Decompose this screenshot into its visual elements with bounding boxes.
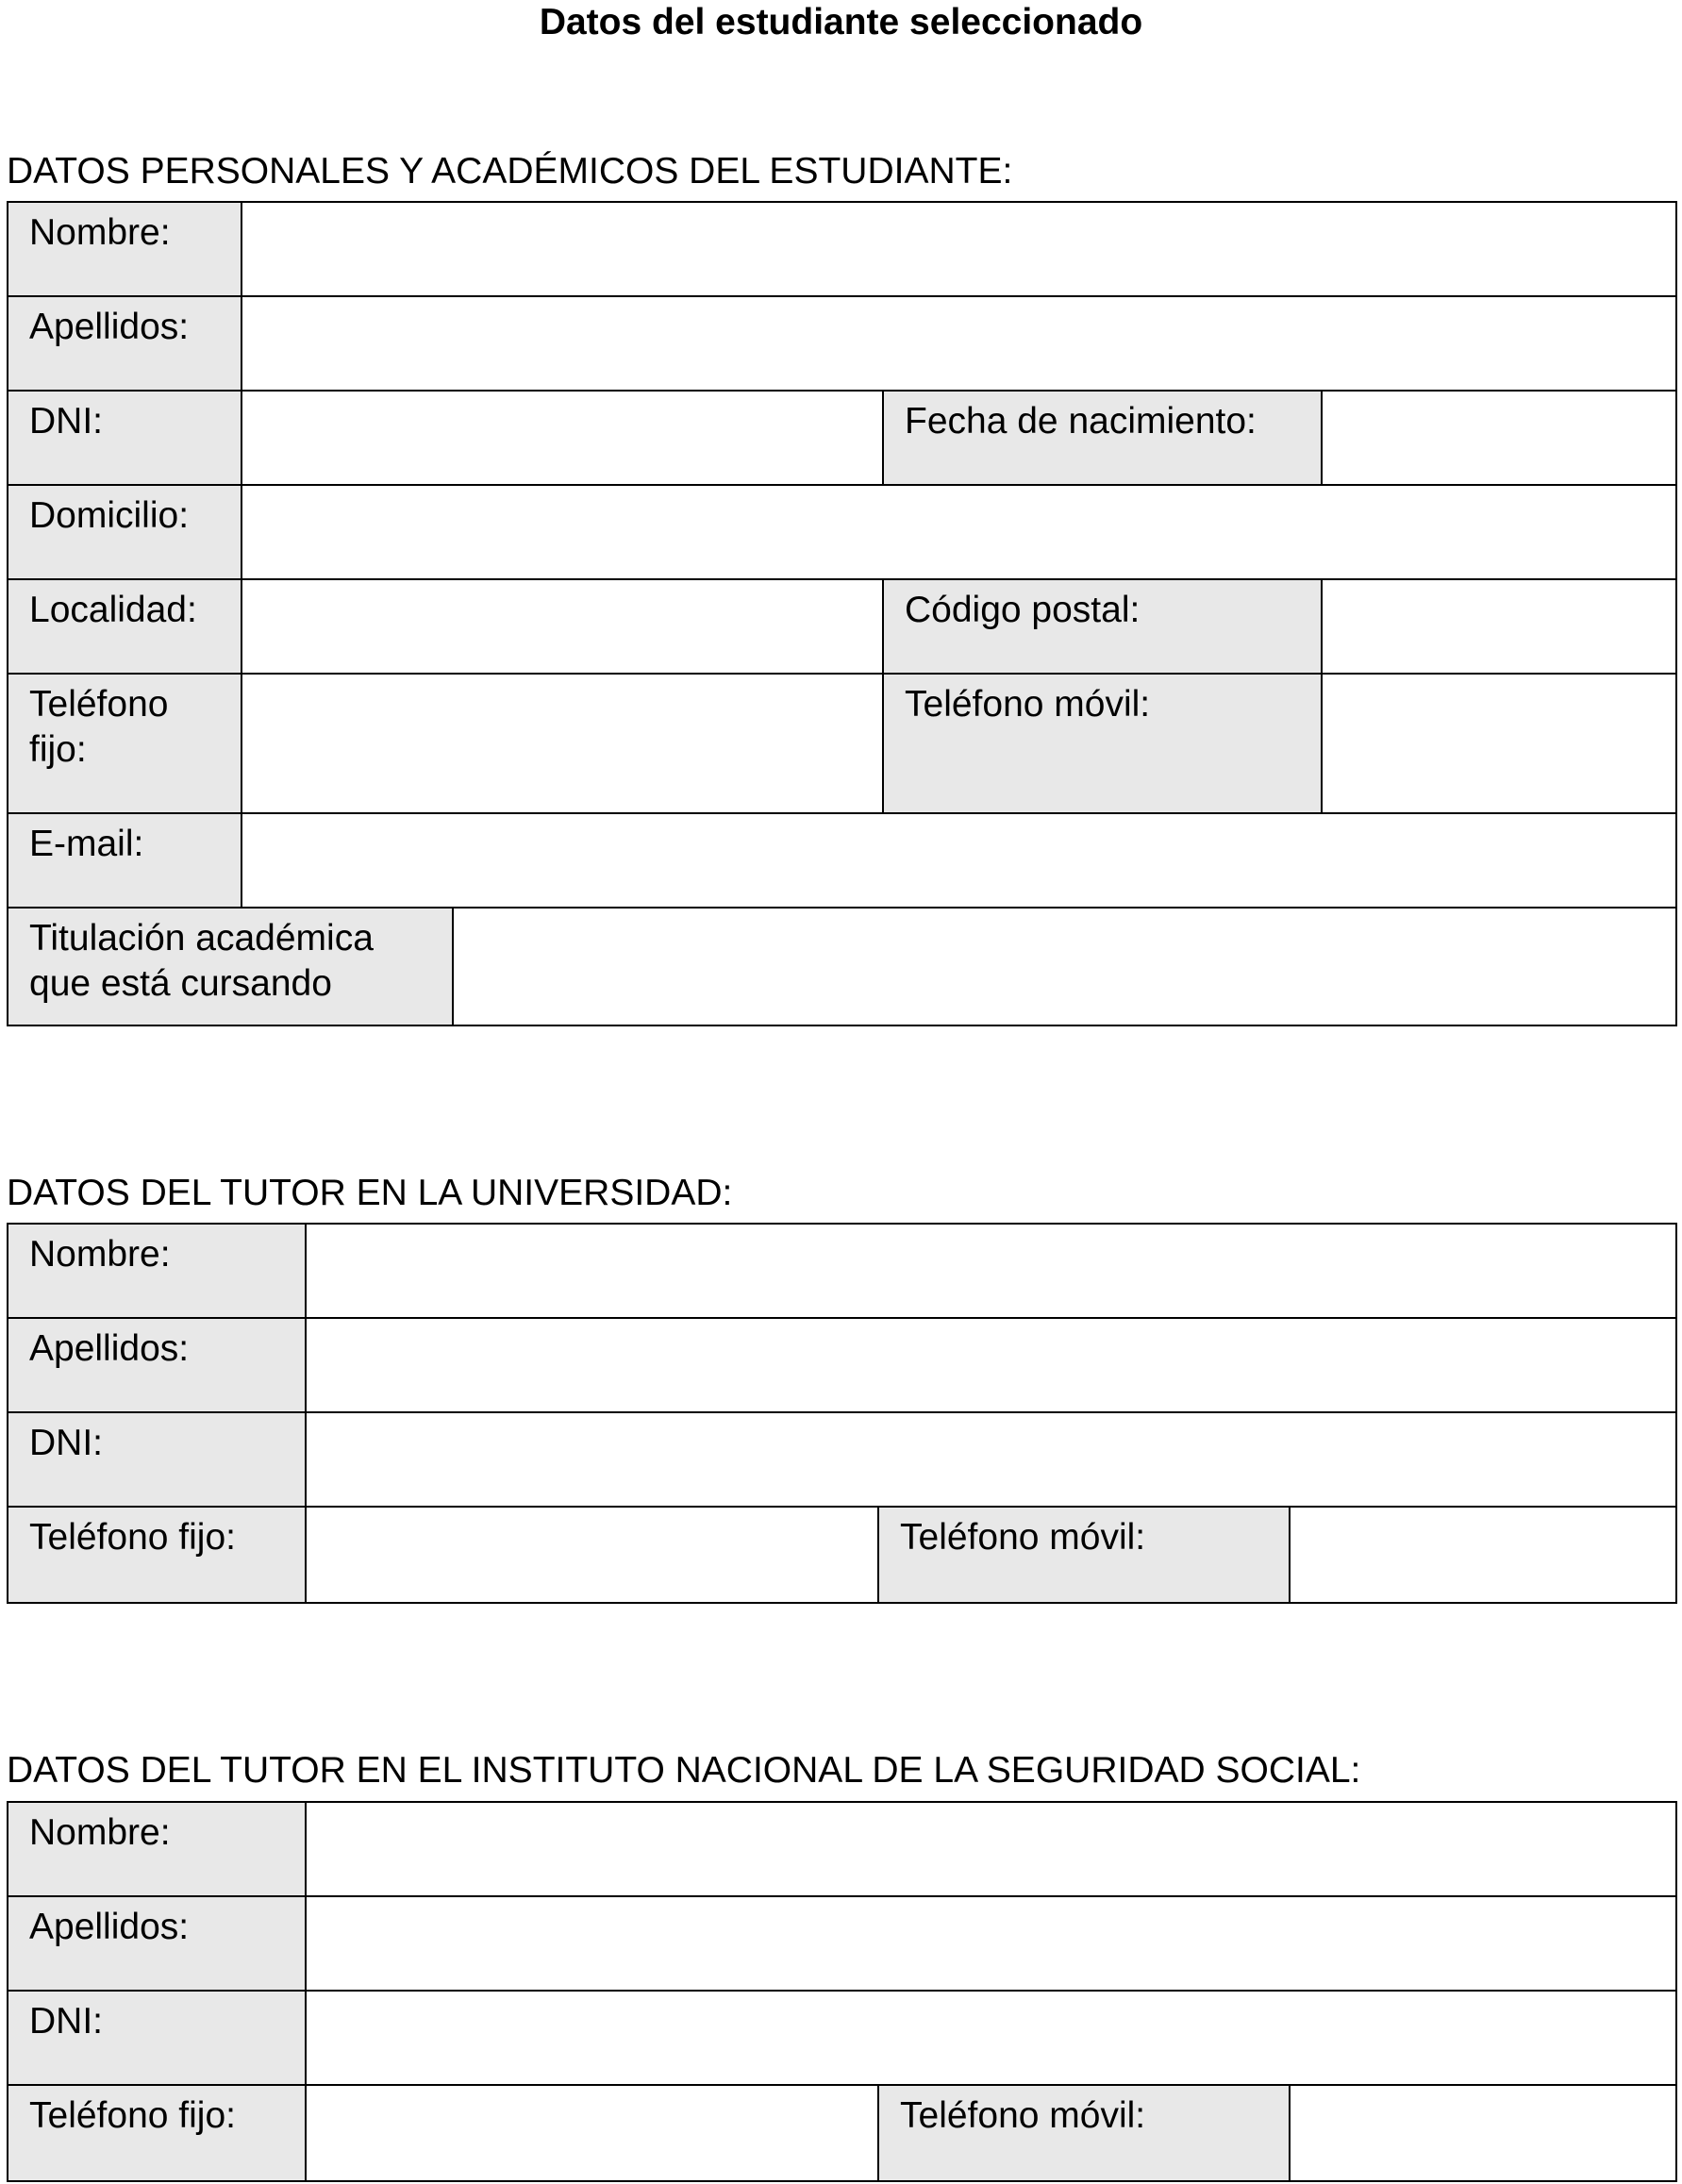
row-divider: [8, 907, 1675, 909]
student-nombre-field[interactable]: [242, 203, 1675, 295]
column-divider: [305, 1803, 307, 2180]
tutor-inss-nombre-label: Nombre:: [8, 1803, 305, 1895]
column-divider: [882, 578, 884, 812]
tutor-inss-telefono-movil-field[interactable]: [1291, 2086, 1675, 2180]
tutor-uni-nombre-field[interactable]: [307, 1225, 1675, 1317]
tutor-inss-dni-field[interactable]: [307, 1992, 1675, 2084]
student-codigo-postal-field[interactable]: [1323, 580, 1675, 673]
student-telefono-fijo-label-line1: Teléfono: [29, 684, 169, 725]
student-localidad-label: Localidad:: [8, 580, 241, 673]
student-titulacion-label-line1: Titulación académica: [29, 918, 374, 959]
student-telefono-fijo-label-line2: fijo:: [29, 729, 87, 770]
tutor-uni-apellidos-field[interactable]: [307, 1319, 1675, 1411]
row-divider: [8, 1317, 1675, 1319]
row-divider: [8, 295, 1675, 297]
row-divider: [8, 484, 1675, 486]
student-fecha-nacimiento-label: Fecha de nacimiento:: [884, 392, 1321, 484]
tutor-uni-telefono-movil-label: Teléfono móvil:: [879, 1508, 1289, 1602]
student-titulacion-label: [8, 909, 452, 1025]
student-section-heading: DATOS PERSONALES Y ACADÉMICOS DEL ESTUDIANTE:: [7, 151, 1013, 192]
column-divider: [1321, 578, 1323, 812]
student-form: [7, 201, 1677, 1026]
tutor-inss-nombre-field[interactable]: [307, 1803, 1675, 1895]
tutor-inss-section-heading: DATOS DEL TUTOR EN EL INSTITUTO NACIONAL DE LA SEGURIDAD SOCIAL:: [7, 1750, 1361, 1791]
tutor-uni-form: [7, 1223, 1677, 1604]
student-titulacion-label-line2: que está cursando: [29, 963, 332, 1004]
row-divider: [8, 1990, 1675, 1992]
student-dni-label: DNI:: [8, 392, 241, 484]
student-dni-field[interactable]: [242, 392, 882, 484]
tutor-inss-form: [7, 1801, 1677, 2182]
student-telefono-fijo-label: [8, 675, 241, 812]
tutor-uni-dni-field[interactable]: [307, 1413, 1675, 1506]
student-telefono-movil-field[interactable]: [1323, 675, 1675, 812]
student-domicilio-field[interactable]: [242, 486, 1675, 578]
student-apellidos-label: Apellidos:: [8, 297, 241, 390]
student-fecha-nacimiento-field[interactable]: [1323, 392, 1675, 484]
tutor-inss-apellidos-label: Apellidos:: [8, 1897, 305, 1990]
row-divider: [8, 1506, 1675, 1508]
column-divider: [452, 907, 454, 1025]
column-divider: [241, 203, 242, 907]
tutor-uni-dni-label: DNI:: [8, 1413, 305, 1506]
row-divider: [8, 673, 1675, 675]
tutor-inss-telefono-movil-label: Teléfono móvil:: [879, 2086, 1289, 2180]
student-codigo-postal-label: Código postal:: [884, 580, 1321, 673]
column-divider: [877, 2084, 879, 2180]
row-divider: [8, 390, 1675, 392]
tutor-inss-telefono-fijo-label: Teléfono fijo:: [8, 2086, 305, 2180]
student-email-label: E-mail:: [8, 814, 241, 907]
row-divider: [8, 2084, 1675, 2086]
page-title: Datos del estudiante seleccionado: [539, 2, 1143, 42]
student-localidad-field[interactable]: [242, 580, 882, 673]
column-divider: [882, 390, 884, 484]
tutor-inss-dni-label: DNI:: [8, 1992, 305, 2084]
column-divider: [305, 1225, 307, 1602]
student-email-field[interactable]: [242, 814, 1675, 907]
row-divider: [8, 812, 1675, 814]
row-divider: [8, 1895, 1675, 1897]
student-telefono-movil-label: Teléfono móvil:: [884, 675, 1321, 812]
student-nombre-label: Nombre:: [8, 203, 241, 295]
tutor-uni-telefono-fijo-label: Teléfono fijo:: [8, 1508, 305, 1602]
row-divider: [8, 578, 1675, 580]
tutor-uni-nombre-label: Nombre:: [8, 1225, 305, 1317]
column-divider: [877, 1506, 879, 1602]
student-titulacion-field[interactable]: [454, 909, 1675, 1025]
tutor-uni-telefono-fijo-field[interactable]: [307, 1508, 877, 1602]
tutor-uni-section-heading: DATOS DEL TUTOR EN LA UNIVERSIDAD:: [7, 1173, 733, 1213]
column-divider: [1321, 390, 1323, 484]
tutor-uni-apellidos-label: Apellidos:: [8, 1319, 305, 1411]
tutor-inss-apellidos-field[interactable]: [307, 1897, 1675, 1990]
column-divider: [1289, 1506, 1291, 1602]
student-telefono-fijo-field[interactable]: [242, 675, 882, 812]
tutor-uni-telefono-movil-field[interactable]: [1291, 1508, 1675, 1602]
student-domicilio-label: Domicilio:: [8, 486, 241, 578]
row-divider: [8, 1411, 1675, 1413]
tutor-inss-telefono-fijo-field[interactable]: [307, 2086, 877, 2180]
student-apellidos-field[interactable]: [242, 297, 1675, 390]
column-divider: [1289, 2084, 1291, 2180]
